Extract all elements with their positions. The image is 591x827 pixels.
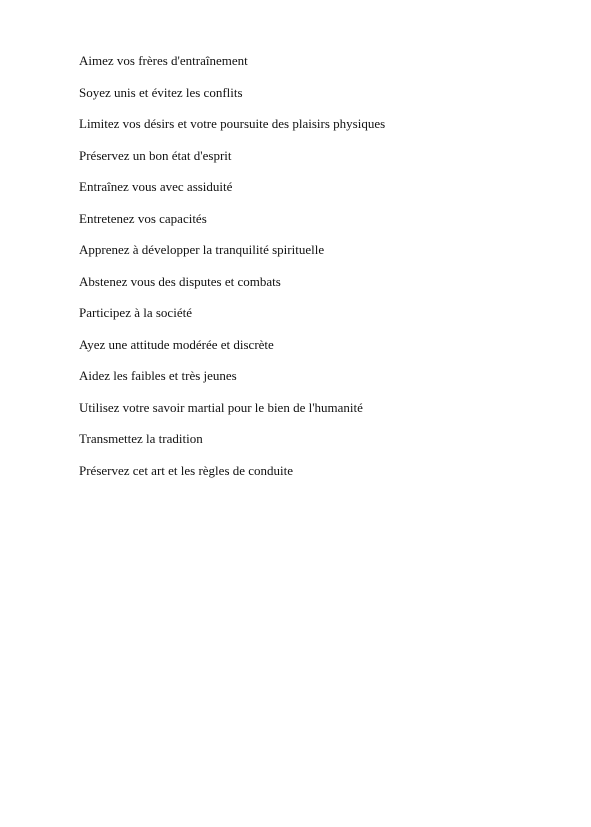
principle-line: Aimez vos frères d'entraînement: [79, 53, 248, 68]
principle-line: Entretenez vos capacités: [79, 210, 207, 226]
principles-list: [79, 53, 385, 494]
principle-line: Abstenez vous des disputes et combats: [79, 273, 281, 289]
principle-line: Limitez vos désirs et votre poursuite des plaisirs physiques: [79, 116, 386, 131]
principle-line: Transmettez la tradition: [79, 431, 203, 446]
principle-line: Préservez cet art et les règles de conduite: [79, 462, 294, 478]
principle-line: Soyez unis et évitez les conflits: [79, 84, 243, 100]
principle-line: Ayez une attitude modérée et discrète: [79, 336, 274, 352]
principle-line: Entraînez vous avec assiduité: [79, 179, 233, 194]
principle-line: Préservez un bon état d'esprit: [79, 147, 232, 163]
principle-line: Aidez les faibles et très jeunes: [79, 368, 237, 383]
principle-line: Utilisez votre savoir martial pour le bien de l'humanité: [79, 399, 363, 415]
principle-line: Participez à la société: [79, 305, 192, 320]
principle-line: Apprenez à développer la tranquilité spirituelle: [79, 242, 325, 257]
